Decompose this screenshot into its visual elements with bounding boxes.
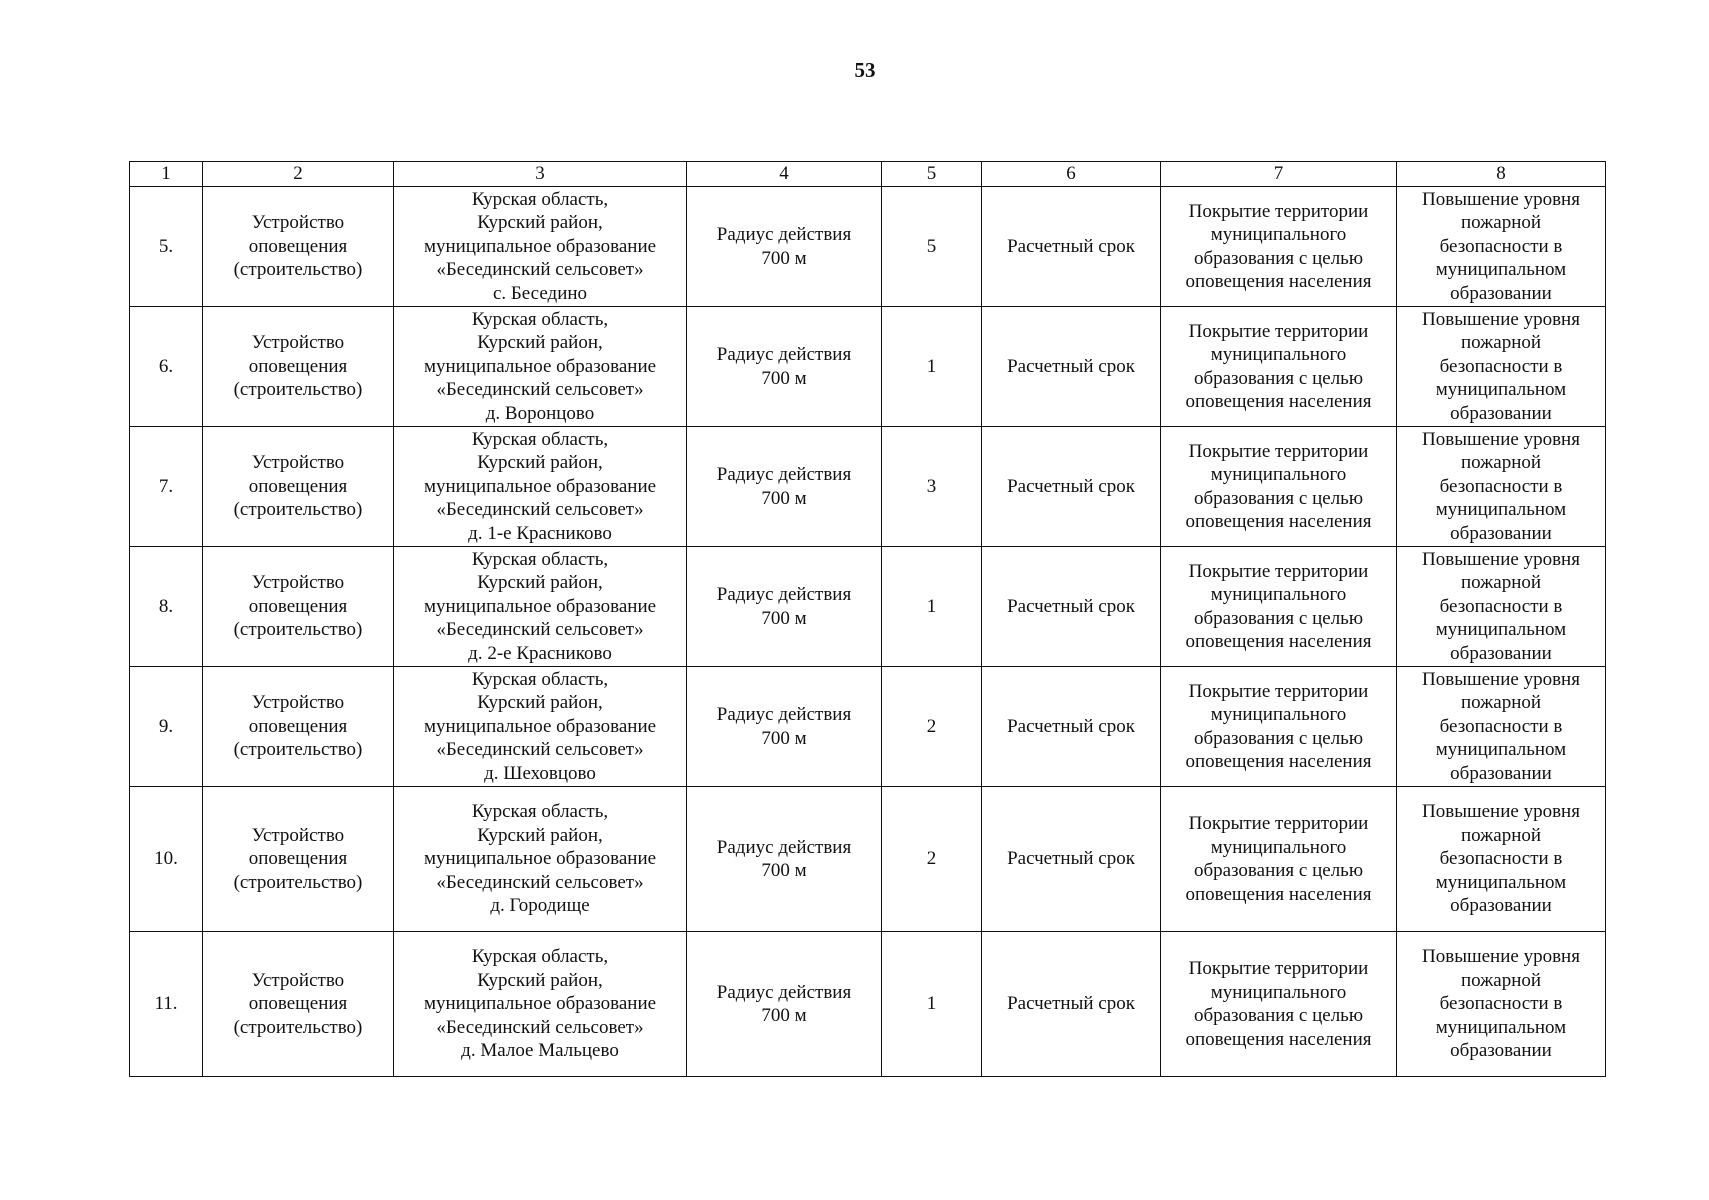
location-cell: Курская область, Курский район, муниципальное образование «Бесединский сельсовет» д. Малое Мальцево <box>394 932 687 1077</box>
location-cell: Курская область, Курский район, муниципальное образование «Бесединский сельсовет» д. 1-е Красниково <box>394 427 687 547</box>
quantity-cell: 2 <box>882 787 982 932</box>
measures-table <box>129 161 1606 1077</box>
parameter-cell: Радиус действия 700 м <box>687 307 882 427</box>
parameter-cell: Радиус действия 700 м <box>687 427 882 547</box>
quantity-cell: 1 <box>882 307 982 427</box>
location-cell: Курская область, Курский район, муниципальное образование «Бесединский сельсовет» д. 2-е Красниково <box>394 547 687 667</box>
row-number-cell: 9. <box>130 667 203 787</box>
location-cell: Курская область, Курский район, муниципальное образование «Бесединский сельсовет» д. Шеховцово <box>394 667 687 787</box>
quantity-cell: 1 <box>882 932 982 1077</box>
parameter-cell: Радиус действия 700 м <box>687 667 882 787</box>
column-header: 1 <box>130 162 203 187</box>
term-cell: Расчетный срок <box>982 307 1161 427</box>
quantity-cell: 5 <box>882 187 982 307</box>
result-cell: Повышение уровня пожарной безопасности в муниципальном образовании <box>1397 667 1606 787</box>
term-cell: Расчетный срок <box>982 667 1161 787</box>
row-number-cell: 6. <box>130 307 203 427</box>
result-cell: Повышение уровня пожарной безопасности в муниципальном образовании <box>1397 787 1606 932</box>
result-cell: Повышение уровня пожарной безопасности в муниципальном образовании <box>1397 307 1606 427</box>
location-cell: Курская область, Курский район, муниципальное образование «Бесединский сельсовет» д. Городище <box>394 787 687 932</box>
purpose-cell: Покрытие территории муниципального образования с целью оповещения населения <box>1161 787 1397 932</box>
purpose-cell: Покрытие территории муниципального образования с целью оповещения населения <box>1161 187 1397 307</box>
purpose-cell: Покрытие территории муниципального образования с целью оповещения населения <box>1161 932 1397 1077</box>
parameter-cell: Радиус действия 700 м <box>687 787 882 932</box>
parameter-cell: Радиус действия 700 м <box>687 547 882 667</box>
table-row <box>130 932 1606 1077</box>
table-row <box>130 667 1606 787</box>
row-number-cell: 10. <box>130 787 203 932</box>
location-cell: Курская область, Курский район, муниципальное образование «Бесединский сельсовет» с. Беседино <box>394 187 687 307</box>
column-header: 7 <box>1161 162 1397 187</box>
term-cell: Расчетный срок <box>982 547 1161 667</box>
location-cell: Курская область, Курский район, муниципальное образование «Бесединский сельсовет» д. Воронцово <box>394 307 687 427</box>
column-header: 6 <box>982 162 1161 187</box>
column-header: 5 <box>882 162 982 187</box>
column-number-header-row <box>130 162 1606 187</box>
purpose-cell: Покрытие территории муниципального образования с целью оповещения населения <box>1161 427 1397 547</box>
term-cell: Расчетный срок <box>982 932 1161 1077</box>
term-cell: Расчетный срок <box>982 187 1161 307</box>
work-type-cell: Устройство оповещения (строительство) <box>203 932 394 1077</box>
term-cell: Расчетный срок <box>982 787 1161 932</box>
column-header: 3 <box>394 162 687 187</box>
work-type-cell: Устройство оповещения (строительство) <box>203 787 394 932</box>
purpose-cell: Покрытие территории муниципального образования с целью оповещения населения <box>1161 667 1397 787</box>
row-number-cell: 11. <box>130 932 203 1077</box>
result-cell: Повышение уровня пожарной безопасности в муниципальном образовании <box>1397 427 1606 547</box>
table-row <box>130 307 1606 427</box>
table-row <box>130 427 1606 547</box>
result-cell: Повышение уровня пожарной безопасности в муниципальном образовании <box>1397 547 1606 667</box>
table-row <box>130 787 1606 932</box>
column-header: 8 <box>1397 162 1606 187</box>
column-header: 2 <box>203 162 394 187</box>
table-row <box>130 547 1606 667</box>
result-cell: Повышение уровня пожарной безопасности в муниципальном образовании <box>1397 187 1606 307</box>
row-number-cell: 8. <box>130 547 203 667</box>
parameter-cell: Радиус действия 700 м <box>687 932 882 1077</box>
column-header: 4 <box>687 162 882 187</box>
row-number-cell: 7. <box>130 427 203 547</box>
work-type-cell: Устройство оповещения (строительство) <box>203 187 394 307</box>
table-row <box>130 187 1606 307</box>
parameter-cell: Радиус действия 700 м <box>687 187 882 307</box>
purpose-cell: Покрытие территории муниципального образования с целью оповещения населения <box>1161 547 1397 667</box>
term-cell: Расчетный срок <box>982 427 1161 547</box>
page-number: 53 <box>854 58 876 82</box>
work-type-cell: Устройство оповещения (строительство) <box>203 307 394 427</box>
work-type-cell: Устройство оповещения (строительство) <box>203 547 394 667</box>
work-type-cell: Устройство оповещения (строительство) <box>203 667 394 787</box>
quantity-cell: 2 <box>882 667 982 787</box>
work-type-cell: Устройство оповещения (строительство) <box>203 427 394 547</box>
result-cell: Повышение уровня пожарной безопасности в муниципальном образовании <box>1397 932 1606 1077</box>
purpose-cell: Покрытие территории муниципального образования с целью оповещения населения <box>1161 307 1397 427</box>
quantity-cell: 3 <box>882 427 982 547</box>
quantity-cell: 1 <box>882 547 982 667</box>
row-number-cell: 5. <box>130 187 203 307</box>
